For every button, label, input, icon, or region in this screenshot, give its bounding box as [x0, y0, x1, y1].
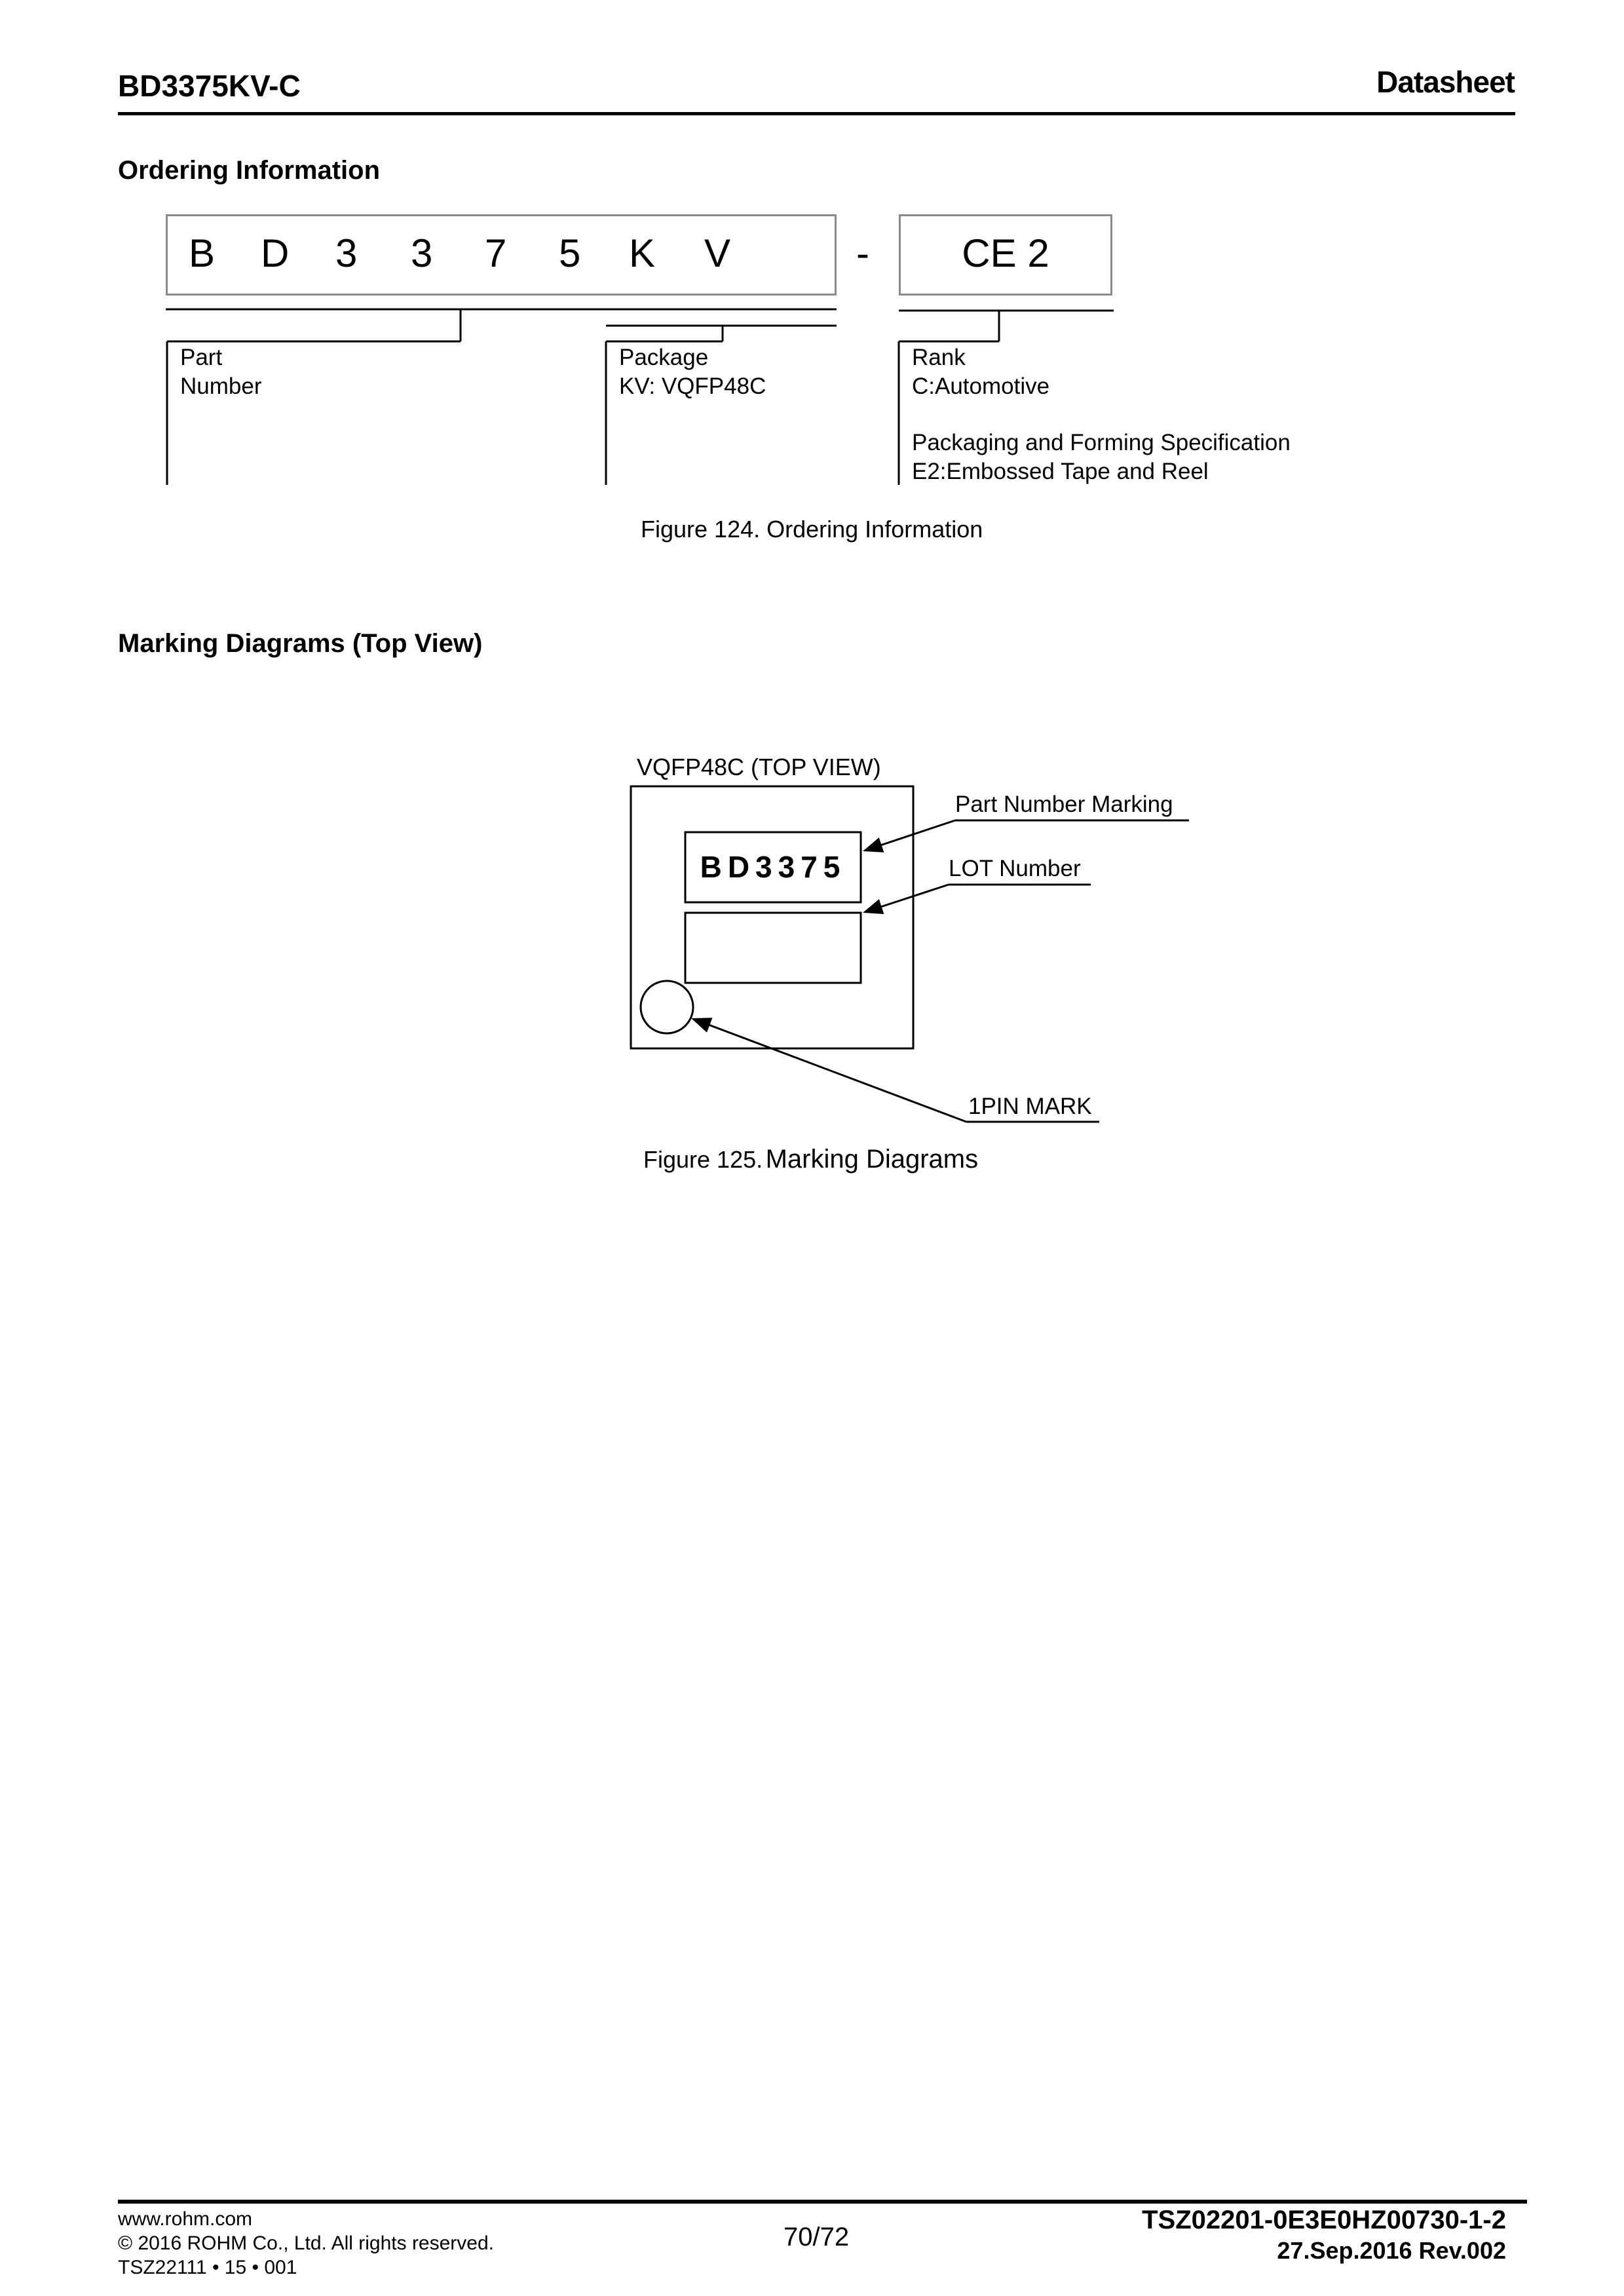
pin1-arrow	[693, 1019, 966, 1122]
marking-section-title: Marking Diagrams (Top View)	[118, 629, 483, 658]
part-char: K	[629, 231, 656, 275]
part-char: 3	[411, 231, 433, 275]
label-rank: Rank C:Automotive	[912, 345, 1050, 399]
part-char: 3	[335, 231, 358, 275]
package-outline	[631, 786, 913, 1048]
figure-124-caption: Figure 124. Ordering Information	[641, 516, 983, 543]
footer-rule	[118, 2200, 1527, 2204]
footer-copyright: © 2016 ROHM Co., Ltd. All rights reserved.	[118, 2232, 494, 2254]
footer-date-rev: 27.Sep.2016 Rev.002	[1277, 2237, 1506, 2264]
part-char: 7	[485, 231, 507, 275]
part-number-arrow	[865, 820, 955, 851]
header-part-number: BD3375KV-C	[118, 69, 301, 103]
label-part-number-marking: Part Number Marking	[955, 792, 1173, 817]
footer-form-code: TSZ22111 • 15 • 001	[118, 2257, 297, 2278]
pin1-mark-circle	[641, 981, 693, 1033]
part-char: D	[261, 231, 290, 275]
footer-page-number: 70/72	[784, 2223, 850, 2251]
footer-left	[118, 2207, 494, 2280]
part-char: 5	[559, 231, 581, 275]
suffix-code: CE 2	[962, 231, 1049, 275]
ordering-section-title: Ordering Information	[118, 156, 380, 185]
figure-125-caption: Figure 125. Marking Diagrams	[643, 1145, 979, 1174]
label-part-number: Part Number	[180, 345, 262, 399]
part-dash: -	[856, 231, 869, 275]
part-number-marking-text: BD3375	[700, 850, 846, 884]
header-doc-type: Datasheet	[1376, 65, 1515, 99]
footer-website: www.rohm.com	[118, 2208, 253, 2230]
package-view-title: VQFP48C (TOP VIEW)	[637, 754, 881, 780]
lot-number-arrow	[865, 885, 949, 912]
label-packaging-spec: Packaging and Forming Specification E2:Embossed Tape and Reel	[912, 430, 1291, 484]
label-lot-number: LOT Number	[949, 856, 1081, 881]
label-package: Package KV: VQFP48C	[619, 345, 766, 399]
footer-doc-number: TSZ02201-0E3E0HZ00730-1-2	[1142, 2206, 1506, 2234]
part-char: V	[704, 231, 731, 275]
part-char: B	[189, 231, 216, 275]
lot-number-box	[685, 913, 861, 983]
label-1pin-mark: 1PIN MARK	[968, 1094, 1092, 1119]
